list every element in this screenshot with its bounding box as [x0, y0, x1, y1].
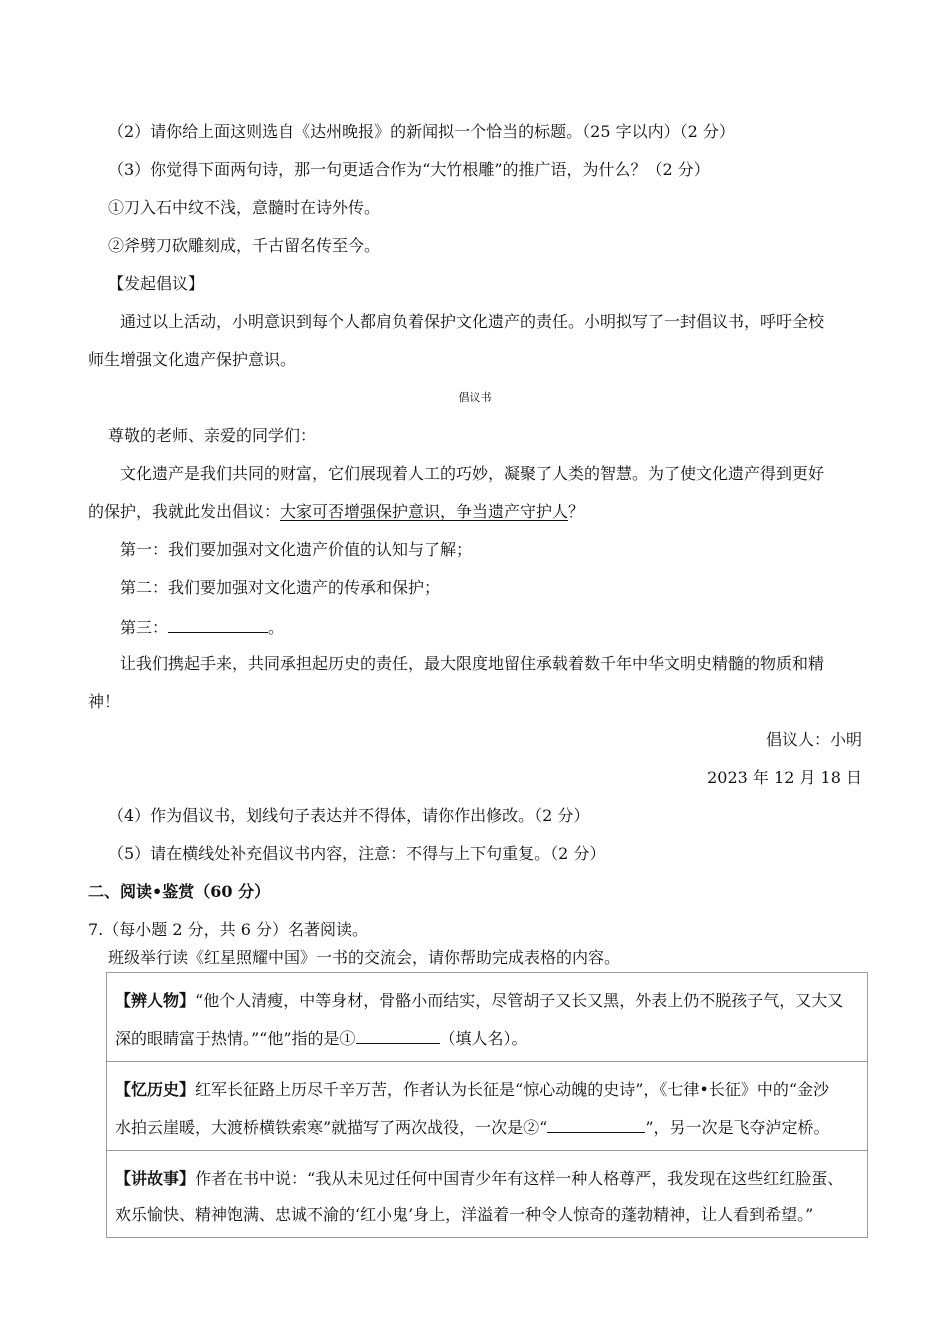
question-3: （3）你觉得下面两句诗，那一句更适合作为“大竹根雕”的推广语，为什么？（2 分） — [108, 160, 710, 179]
intro-paragraph-line2: 师生增强文化遗产保护意识。 — [88, 350, 297, 369]
row-tag: 【讲故事】 — [115, 1169, 196, 1188]
letter-salutation: 尊敬的老师、亲爱的同学们： — [108, 426, 317, 445]
row-text: 深的眼睛富于热情。”“他”指的是① — [115, 1029, 356, 1048]
proposal-item-2: 第二：我们要加强对文化遗产的传承和保护； — [120, 578, 441, 597]
row-text: ”，另一次是飞夺泸定桥。 — [645, 1118, 830, 1137]
question-5: （5）请在横线处补充倡议书内容，注意：不得与上下句重复。（2 分） — [108, 844, 606, 863]
row-text: 作者在书中说：“我从未见过任何中国青少年有这样一种人格尊严，我发现在这些红红脸蛋、 — [195, 1169, 844, 1188]
row-text: 水拍云崖暖，大渡桥横铁索寒”就描写了两次战役，一次是②“ — [115, 1118, 548, 1137]
letter-text: ？ — [568, 502, 585, 521]
letter-signer: 倡议人：小明 — [765, 730, 862, 749]
proposal-item-1: 第一：我们要加强对文化遗产价值的认知与了解； — [120, 540, 473, 559]
question-4: （4）作为倡议书，划线句子表达并不得体，请你作出修改。（2 分） — [108, 806, 590, 825]
letter-title: 倡议书 — [458, 391, 492, 404]
underlined-sentence: 大家可否增强保护意识，争当遗产守护人 — [280, 502, 569, 521]
proposal-item-3 — [120, 616, 284, 638]
row-1-line2 — [115, 1027, 528, 1049]
letter-date: 2023 年 12 月 18 日 — [707, 768, 862, 787]
item-3-end: 。 — [268, 618, 285, 637]
answer-blank[interactable] — [547, 1116, 645, 1133]
question-7-intro: 班级举行读《红星照耀中国》一书的交流会，请你帮助完成表格的内容。 — [108, 948, 621, 967]
table-row-history — [107, 1062, 867, 1151]
section-2-heading: 二、阅读•鉴赏（60 分） — [88, 882, 271, 901]
row-3-line2: 欢乐愉快、精神饱满、忠诚不渝的‘红小鬼’身上，洋溢着一种令人惊奇的蓬勃精神，让人看到希望。” — [115, 1205, 814, 1224]
row-text: 红军长征路上历尽千辛万苦，作者认为长征是“惊心动魄的史诗”，《七律•长征》中的“金沙 — [195, 1080, 829, 1099]
letter-text: 的保护，我就此发出倡议： — [88, 502, 281, 521]
row-2-line2 — [115, 1116, 830, 1138]
letter-paragraph-line1: 文化遗产是我们共同的财富，它们展现着人工的巧妙，凝聚了人类的智慧。为了使文化遗产得到更好 — [120, 464, 825, 483]
closing-line2: 神！ — [88, 692, 121, 711]
poem-option-2: ②斧劈刀砍雕刻成，千古留名传至今。 — [108, 236, 381, 255]
poem-option-1: ①刀入石中纹不浅，意髓时在诗外传。 — [108, 198, 381, 217]
reading-table — [106, 972, 868, 1238]
row-2-line1 — [115, 1080, 829, 1100]
row-3-line1 — [115, 1169, 843, 1189]
section-tag-proposal: 【发起倡议】 — [108, 274, 205, 293]
question-7-header: 7.（每小题 2 分，共 6 分）名著阅读。 — [88, 920, 368, 939]
row-1-line1 — [115, 991, 843, 1011]
table-row-character — [107, 973, 867, 1062]
row-text: （填人名）。 — [439, 1029, 528, 1048]
question-2: （2）请你给上面这则选自《达州晚报》的新闻拟一个恰当的标题。（25 字以内）（2 分） — [108, 122, 735, 141]
row-text: “他个人清瘦，中等身材，骨骼小而结实，尽管胡子又长又黑，外表上仍不脱孩子气，又大又 — [195, 991, 844, 1010]
row-tag: 【忆历史】 — [115, 1080, 196, 1099]
table-row-story — [107, 1151, 867, 1237]
closing-line1: 让我们携起手来，共同承担起历史的责任，最大限度地留住承载着数千年中华文明史精髓的物质和精 — [120, 654, 825, 673]
item-3-label: 第三： — [120, 618, 169, 637]
letter-paragraph-line2 — [88, 502, 584, 522]
answer-blank[interactable] — [168, 616, 268, 633]
answer-blank[interactable] — [356, 1027, 440, 1044]
row-tag: 【辨人物】 — [115, 991, 196, 1010]
intro-paragraph-line1: 通过以上活动，小明意识到每个人都肩负着保护文化遗产的责任。小明拟写了一封倡议书，呼吁全校 — [120, 312, 825, 331]
